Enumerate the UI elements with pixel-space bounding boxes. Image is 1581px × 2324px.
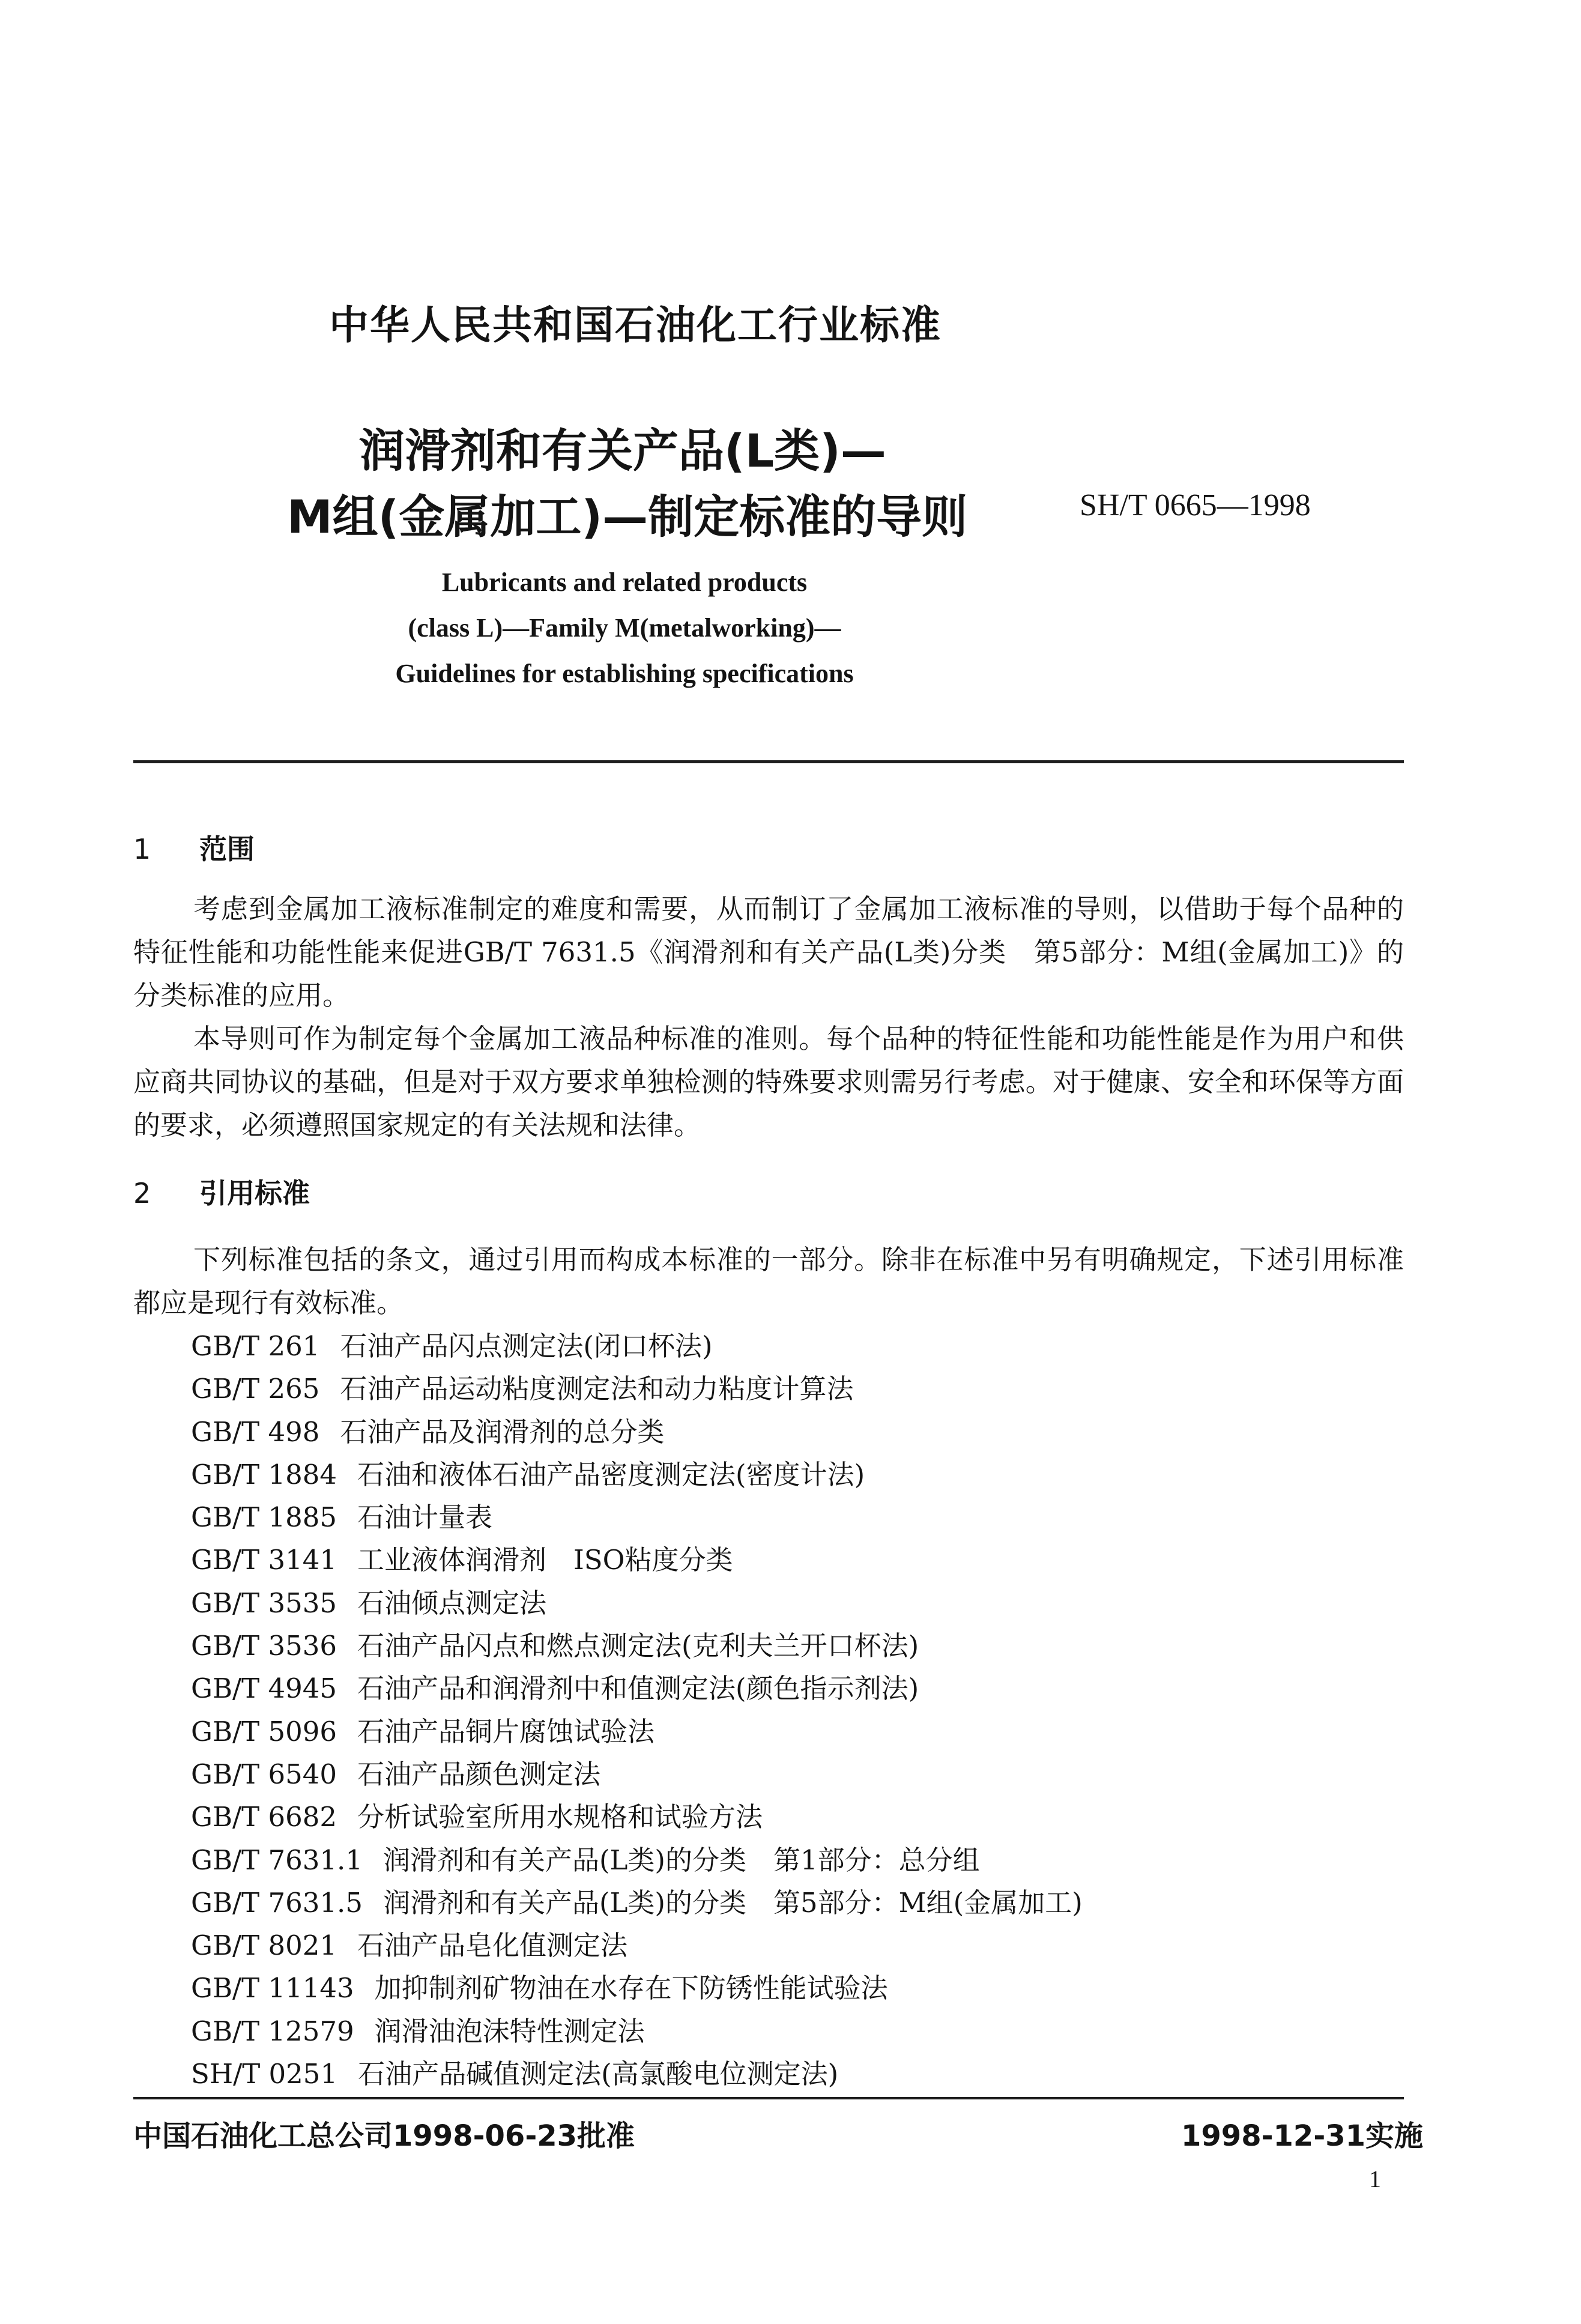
- reference-item: [191, 1753, 1404, 1796]
- approval-issuer: 中国石油化工总公司1998-06-23批准: [133, 2119, 635, 2153]
- standard-code: SH/T 0665—1998: [1080, 488, 1311, 522]
- title-english-line-2: (class L)—Family M(metalworking)—: [408, 613, 841, 643]
- reference-code: GB/T 1885: [191, 1501, 337, 1534]
- title-english-line-3: Guidelines for establishing specifications: [395, 659, 854, 688]
- reference-code: GB/T 265: [191, 1373, 320, 1405]
- section-number: 2: [133, 1177, 151, 1209]
- reference-code: GB/T 498: [191, 1415, 320, 1448]
- reference-title: 石油产品及润滑剂的总分类: [340, 1415, 665, 1448]
- reference-title: 分析试验室所用水规格和试验方法: [357, 1801, 763, 1833]
- references-intro: [133, 1238, 1404, 1325]
- reference-title: 润滑剂和有关产品(L类)的分类 第5部分：M组(金属加工): [382, 1886, 1083, 1919]
- reference-item: [191, 1967, 1404, 2009]
- reference-code: GB/T 6540: [191, 1758, 337, 1790]
- reference-title: 石油产品闪点和燃点测定法(克利夫兰开口杯法): [357, 1630, 919, 1662]
- reference-title: 石油产品颜色测定法: [357, 1758, 601, 1790]
- page-number: 1: [1369, 2165, 1381, 2192]
- reference-title: 润滑剂和有关产品(L类)的分类 第1部分：总分组: [382, 1844, 980, 1876]
- scope-paragraph-1: [133, 888, 1404, 1017]
- reference-item: [191, 1411, 1404, 1453]
- reference-item: [191, 1582, 1404, 1624]
- reference-title: 润滑油泡沫特性测定法: [374, 2015, 645, 2047]
- reference-code: GB/T 3535: [191, 1587, 337, 1619]
- reference-code: GB/T 261: [191, 1330, 320, 1362]
- reference-code: GB/T 7631.5: [191, 1886, 363, 1919]
- section-title: 范围: [199, 833, 255, 865]
- reference-code: GB/T 3141: [191, 1544, 337, 1576]
- reference-code: GB/T 7631.1: [191, 1844, 363, 1876]
- section-heading-scope: [133, 828, 255, 867]
- reference-code: GB/T 12579: [191, 2015, 354, 2047]
- reference-title: 工业液体润滑剂 ISO粘度分类: [357, 1544, 733, 1576]
- paragraph-text: 下列标准包括的条文，通过引用而构成本标准的一部分。除非在标准中另有明确规定，下述引用标准都应是现行有效标准。: [133, 1244, 1404, 1319]
- title-chinese-line-1: 润滑剂和有关产品(L类)—: [359, 424, 886, 477]
- paragraph-text: 考虑到金属加工液标准制定的难度和需要，从而制订了金属加工液标准的导则，以借助于每个品种的特征性能和功能性能来促进GB/T 7631.5《润滑剂和有关产品(L类)分类 第5部分：M组(金属加工)》的分类标准的应用。: [133, 893, 1404, 1011]
- reference-code: GB/T 4945: [191, 1672, 337, 1705]
- reference-item: [191, 1624, 1404, 1667]
- reference-item: [191, 1796, 1404, 1838]
- reference-code: GB/T 6682: [191, 1801, 337, 1833]
- reference-item: [191, 1667, 1404, 1710]
- reference-item: [191, 1839, 1404, 1881]
- reference-item: [191, 2053, 1404, 2095]
- standard-category-header: 中华人民共和国石油化工行业标准: [329, 302, 942, 348]
- reference-item: [191, 2010, 1404, 2053]
- scope-paragraph-2: [133, 1017, 1404, 1147]
- reference-item: [191, 1710, 1404, 1753]
- reference-item: [191, 1325, 1404, 1367]
- reference-title: 石油和液体石油产品密度测定法(密度计法): [357, 1458, 865, 1490]
- title-chinese-line-2: M组(金属加工)—制定标准的导则: [287, 490, 968, 543]
- section-title: 引用标准: [199, 1177, 310, 1209]
- reference-item: [191, 1453, 1404, 1496]
- footer-divider: [133, 2097, 1404, 2099]
- reference-code: GB/T 5096: [191, 1715, 337, 1748]
- section-number: 1: [133, 833, 151, 865]
- header-divider: [133, 760, 1404, 763]
- reference-item: [191, 1881, 1404, 1924]
- references-list: [191, 1325, 1404, 2095]
- reference-code: GB/T 8021: [191, 1929, 337, 1962]
- reference-title: 石油产品皂化值测定法: [357, 1929, 628, 1962]
- reference-title: 石油产品碱值测定法(高氯酸电位测定法): [358, 2058, 839, 2090]
- reference-item: [191, 1539, 1404, 1581]
- paragraph-text: 本导则可作为制定每个金属加工液品种标准的准则。每个品种的特征性能和功能性能是作为用户和供应商共同协议的基础，但是对于双方要求单独检测的特殊要求则需另行考虑。对于健康、安全和环保等方面的要求，必须遵照国家规定的有关法规和法律。: [133, 1023, 1404, 1141]
- effective-date: 1998-12-31实施: [1181, 2119, 1424, 2153]
- reference-code: GB/T 11143: [191, 1972, 354, 2005]
- reference-item: [191, 1496, 1404, 1539]
- section-heading-references: [133, 1172, 310, 1211]
- title-english-line-1: Lubricants and related products: [441, 567, 808, 597]
- reference-title: 石油产品闪点测定法(闭口杯法): [340, 1330, 713, 1362]
- reference-title: 石油产品铜片腐蚀试验法: [357, 1715, 655, 1748]
- reference-title: 石油产品运动粘度测定法和动力粘度计算法: [340, 1373, 854, 1405]
- reference-title: 石油产品和润滑剂中和值测定法(颜色指示剂法): [357, 1672, 919, 1705]
- reference-item: [191, 1367, 1404, 1410]
- reference-title: 加抑制剂矿物油在水存在下防锈性能试验法: [374, 1972, 888, 2005]
- reference-title: 石油计量表: [357, 1501, 493, 1534]
- reference-code: GB/T 3536: [191, 1630, 337, 1662]
- reference-item: [191, 1924, 1404, 1967]
- reference-code: GB/T 1884: [191, 1458, 337, 1490]
- reference-code: SH/T 0251: [191, 2058, 338, 2090]
- reference-title: 石油倾点测定法: [357, 1587, 547, 1619]
